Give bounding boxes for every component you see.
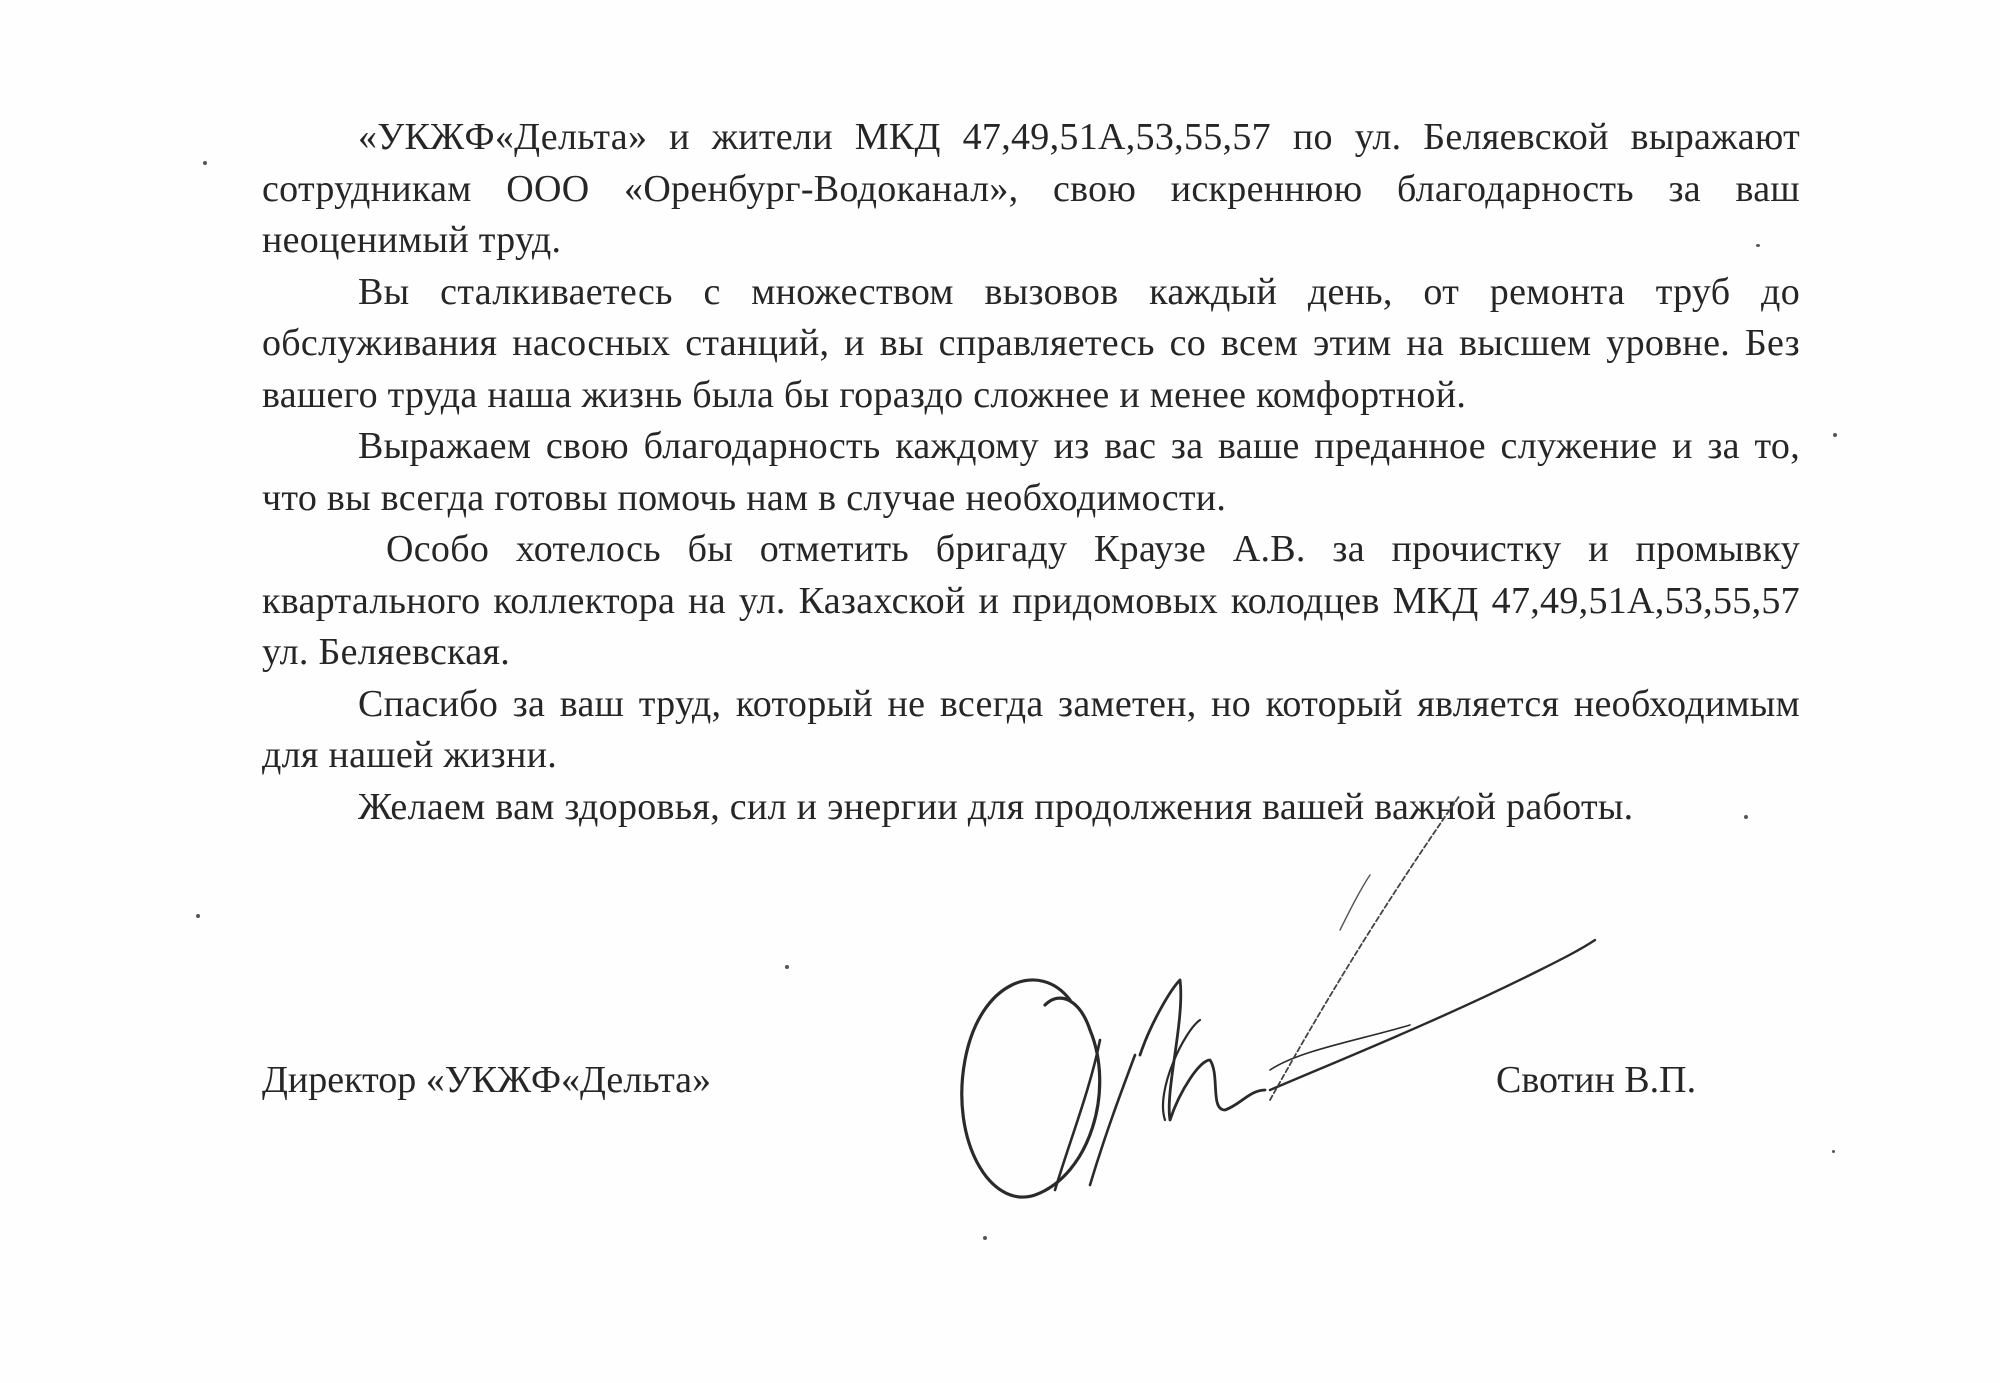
scan-speck bbox=[1744, 815, 1748, 819]
letter-body bbox=[262, 112, 1800, 833]
scan-speck bbox=[983, 1236, 987, 1240]
paragraph-gratitude-intro: «УКЖФ«Дельта» и жители МКД 47,49,51А,53,55,57 по ул. Беляевской выражают сотрудникам ООО «Оренбург-Водоканал», свою искреннюю благодарность за ваш неоценимый труд. bbox=[262, 116, 1800, 261]
paragraph-wishes: Желаем вам здоровья, сил и энергии для продолжения вашей важной работы. bbox=[358, 785, 1634, 828]
scan-speck bbox=[196, 914, 200, 918]
signatory-name: Свотин В.П. bbox=[1496, 1059, 1697, 1101]
signatory-title: Директор «УКЖФ«Дельта» bbox=[262, 1059, 712, 1101]
paragraph-brigade-mention: Особо хотелось бы отметить бригаду Краузе А.В. за прочистку и промывку квартального коллектора на ул. Казахской и придомовых колодцев МКД 47,49,51А,53,55,57 ул. Беляевская. bbox=[262, 528, 1800, 673]
paragraph-thanks: Спасибо за ваш труд, который не всегда заметен, но который является необходимым для нашей жизни. bbox=[262, 682, 1800, 776]
paragraph-challenges: Вы сталкиваетесь с множеством вызовов каждый день, от ремонта труб до обслуживания насосных станций, и вы справляетесь со всем этим на высшем уровне. Без вашего труда наша жизнь была бы гораздо сложнее и менее комфортной. bbox=[262, 270, 1800, 416]
scan-speck bbox=[1832, 1150, 1835, 1153]
scan-speck bbox=[1833, 433, 1837, 437]
paragraph-devotion: Выражаем свою благодарность каждому из вас за ваше преданное служение и за то, что вы всегда готовы помочь нам в случае необходимости. bbox=[262, 425, 1800, 519]
scan-speck bbox=[785, 965, 789, 969]
scan-speck bbox=[203, 161, 207, 165]
handwritten-signature-icon bbox=[940, 790, 1660, 1250]
scan-speck bbox=[1756, 244, 1760, 247]
